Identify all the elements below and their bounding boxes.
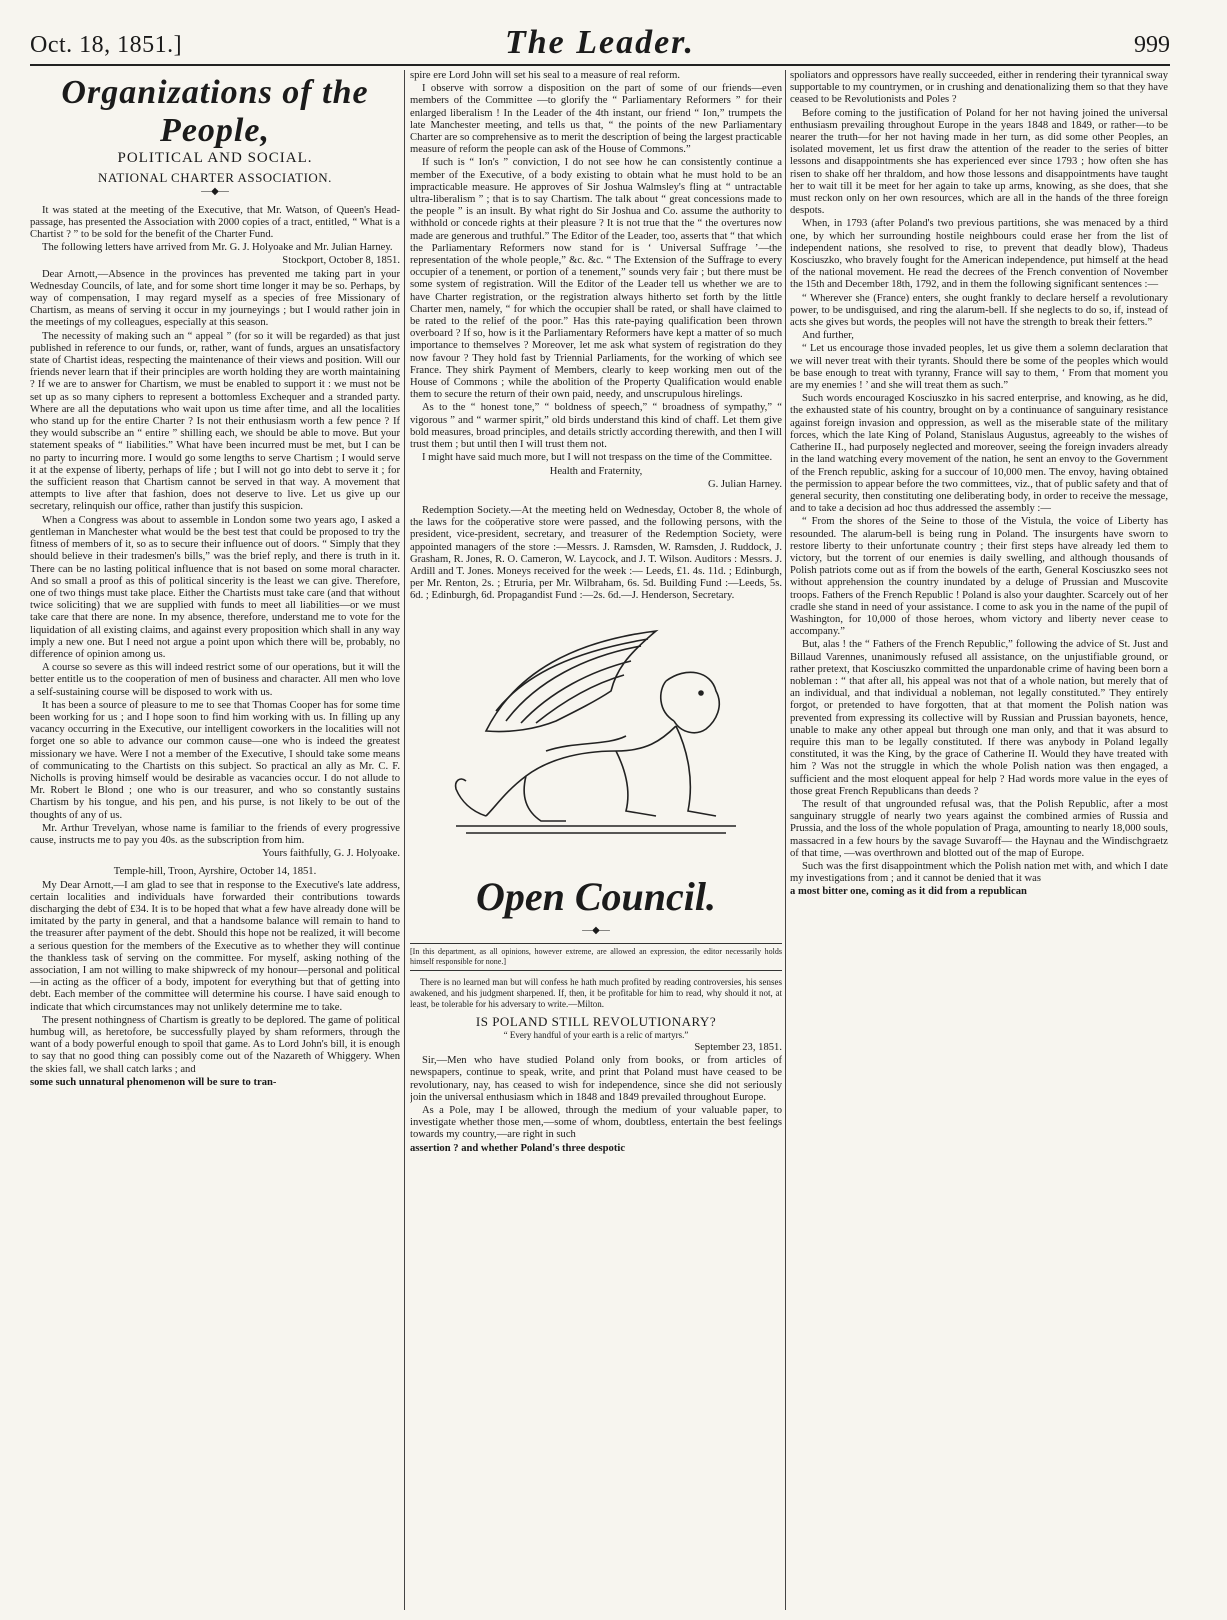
paragraph: spire ere Lord John will set his seal to a measure of real reform. [410,70,681,81]
paragraph: I might have said much more, but I will not trespass on the time of the Committee. [422,452,773,464]
column-1 [30,70,400,1610]
paragraph: A course so severe as this will indeed restrict some of our operations, but it will the better entitle us to the cooperation of men of business and character. All men who love a self-sustaining course will be disposed to work with us. [30,662,400,698]
section-title: Open Council. [475,873,717,919]
column-divider [404,70,405,1610]
article-heading: IS POLAND STILL REVOLUTIONARY? [475,1013,717,1029]
paragraph: Before coming to the justification of Poland for her not having joined the universal enthusiasm prevailing throughout Europe in the years 1848 and 1849, or rather—to be nearer the truth—for her not having made in her turn, as did some other Peoples, an isolated movement, let us first draw the attention of the reader to the series of bitter lessons and disappointments she has experienced ever since 1793 ; how often she has risen to shake off her thraldom, and how those lessons and disappointments have taught her to wait till it be meet for her again to take up arms, knowing, as she does, that she must reckon only on her own resources, which are all in the hands of the three foreign despots. [790,107,1168,217]
column-3 [790,70,1168,1610]
page-header [30,18,1170,62]
section-title: Organizations of the People, [61,74,369,149]
issue-date: Oct. 18, 1851.] [30,32,183,58]
signature: Yours faithfully, G. J. Holyoake. [262,848,400,860]
header-rule [30,64,1170,66]
paragraph-continuation: assertion ? and whether Poland's three despotic [410,1142,626,1154]
paragraph: I observe with sorrow a disposition on the part of some of our friends—even members of the Committee —to glorify the “ Parliamentary Reformers ” for their enlarged liberalism ! In the Leader of the 4th instant, our friend “ Ion,” trumpets the late Manchester meeting, and tells us that, “ the points of the new Parliamentary Charter are so comprehensive as to merit the description of being the largest practicable measure of reform the people can ask of the House of Commons.” [410,83,782,156]
paragraph: spoliators and oppressors have really succeeded, either in rendering their tyrannical sway supportable to my countrymen, or in crushing and denationalizing them so that they have ceased to be Revolutionists and Poles ? [790,70,1168,106]
quotation: “ Let us encourage those invaded peoples, let us give them a solemn declaration that we will never treat with their tyrants. Should there be some of the peoples which would be base enough to treat with tyranny, France will say to them, ‘ From that moment you are my enemies ! ’ and she will treat them as such.” [790,343,1168,392]
ornament-divider: —◆— [582,924,610,936]
section-subtitle: POLITICAL AND SOCIAL. [117,150,313,166]
paragraph: The necessity of making such an “ appeal ” (for so it will be regarded) as that just published in reference to our funds, or, rather, want of funds, argues an unsatisfactory state of Chartist ideas, respecting the maintenance of their views and position. Will our friends never learn that if their principles are worth holding they are worth maintaining ? If we are to answer for Chartism, we must be enabled to support it : we must not be set up as so many ciphers to represent a bottomless Exchequer and a stranded party. Where are all the deputations who wait upon us time after time, and all the localities who stand up for the entire Charter ? Is not their enthusiasm worth a few pence ? If they would subscribe an “ entire ” shilling each, we should be able to move. But your statement speaks of “ liabilities.” What have been incurred must be met, but I can be no party to incurring more. I would go some lengths to serve Chartism ; I would serve it at the expense of liberty, perhaps of life ; but I will not go into debt to serve it ; for the sufficient reason that Chartism cannot be served in that way. A movement that attempts to live after that fashion, does not deserve to live. Let us give up our secretary, relinquish our office, rather than justify this suspicion. [30,330,400,513]
paragraph: Sir,—Men who have studied Poland only from books, or from articles of newspapers, continue to speak, write, and print that Poland must have ceased to be revolutionary, nay, has ceased to wish for independence, since she did not seriously join the universal enthusiasm which in 1848 and 1849 prevailed throughout Europe. [410,1055,782,1103]
dateline: Temple-hill, Troon, Ayrshire, October 14, 1851. [113,866,317,878]
paragraph: Redemption Society.—At the meeting held on Wednesday, October 8, the whole of the laws for the coöperative store were passed, and the following persons, with the president, vice-president, secretary, and treasurer of the Redemption Society, were appointed managers of the store :—Messrs. J. Ramsden, W. Ramsden, J. Ruddock, J. Grasham, R. Jones, R. O. Cameron, W. Laycock, and J. T. Wilson. Auditors : Messrs. J. Ardill and T. Jones. Moneys received for the week :— Leeds, £1. 4s. 11d. ; Edinburgh, per Mr. Renton, 2s. ; Etruria, per Mr. Wilbraham, 6s. 5d. Building Fund :—Leeds, 5s. 6d. ; Edinburgh, 6d. Propagandist Fund :—2s. 6d.—J. Henderson, Secretary. [410,504,782,602]
paragraph: The present nothingness of Chartism is greatly to be deplored. The game of political humbug will, as heretofore, be successfully played by sham reformers, through the want of a body powerful enough to spoil that game. As to Lord John's bill, it is enough to say that no good thing can possibly come out of the Nazareth of Whiggery. When the skies fall, we shall catch larks ; and [30,1014,400,1075]
paragraph: Such words encouraged Kosciuszko in his sacred enterprise, and knowing, as he did, the exhausted state of his country, brought on by a continuance of sanguinary resistance against foreign invasion and oppression, as well as the miserable state of the military forces, which the late King of Poland, Stanislaus Augustus, agreeably to the wishes of Catherine II., had purposely neglected and moreover, seeing the foreign invaders already in the land watching every movement of the nation, he sent an envoy to the Government of the French republic, asking for a succour of 10,000 men. The envoy, having obtained the permission to appear before the two committees, viz., that of public safety and that of general security, then constituting one deliberating body, in order to receive the message, and to take a decision ad hoc thus addressed the assembly :— [790,393,1168,515]
paragraph: It was stated at the meeting of the Executive, that Mr. Watson, of Queen's Head-passage, has presented the Association with 2000 copies of a tract, entitled, “ What is a Chartist ? ” to be sold for the benefit of the Charter Fund. [30,204,400,241]
masthead-title: The Leader. [504,24,696,61]
paragraph: As to the “ honest tone,” “ boldness of speech,” “ broadness of sympathy,” “ vigorous ” and “ warmer spirit,” old birds understand this kind of chaff. Let them give bold measures, broad principles, and details strictly according therewith, and then I will trust them ; but until then I will trust them not. [410,402,782,451]
dateline: Stockport, October 8, 1851. [282,255,400,267]
column-divider [785,70,786,1610]
quotation: “ Wherever she (France) enters, she ought frankly to declare herself a revolutionary power, to be undisguised, and ring the alarum-bell. If she neglects to do so, if, instead of acts she gives but words, the peoples will not have the strength to break their fetters.” [790,292,1168,329]
paragraph: My Dear Arnott,—I am glad to see that in response to the Executive's late address, certain localities and individuals have forwarded their contributions towards discharging the debt of £34. It is to be hoped that what a few have already done will be imitated by the party in general, and that a handsome balance will remain to hand to the treasurer after payment of the debt. Should this hope not be realized, it will become a serious question for the members of the Executive as to whether they will continue the thankless task of serving on the committee. For myself, asking nothing of the association, I am not willing to make shipwreck of my honour—personal and political—in acting as the officer of a body, impotent for everything but that of getting into debt. Each member of the committee will determine his course. I have said enough to indicate that which circumstances may not unlikely determine me to take. [30,879,400,1013]
quotation: “ From the shores of the Seine to those of the Vistula, the voice of Liberty has resounded. The alarum-bell is being rung in Poland. The insurgents have sworn to restore liberty to their unfortunate country ; their first steps have already led them to victory, but the torrent of our enemies is daily swelling, and although thousands of Polish patriots come out as if from the bowels of the earth, General Kosciuszko sees not without apprehension the country inundated by a deluge of Prussian and Muscovite troops. Fathers of the French Republic ! Poland is also your daughter. Scarcely out of her cradle she stand in need of your assistance. I come to ask you in the name of the pupil of Washington, for 10,000 of those heroes, whom victory and liberty never cease to accompany.” [790,516,1168,638]
paragraph: The result of that ungrounded refusal was, that the Polish Republic, after a most sanguinary struggle of nearly two years against the combined armies of Russia and Prussia, and the loss of the whole population of Praga, amounting to nearly 18,000 souls, massacred in a few hours by the savage Suvaroff— the Haynau and the Windischgraetz of that time, —was overthrown and blotted out of the map of Europe. [790,798,1168,859]
paragraph: And further, [802,330,854,342]
paragraph: When a Congress was about to assemble in London some two years ago, I asked a gentleman in Manchester what would be the best test that could be proposed to try the fitness of members of it, so as to secure their influence out of doors. “ Simply that they should believe in their tradesmen's bills,” was the brief reply, and there is truth in it. There can be no lasting political influence that is not based on some moral character. And so small a proof as this of political sincerity is the least we can give. Therefore, one of two things must take place. Either the Chartists must take care (and that without twice soliciting) that we are supplied with funds to meet all liabilities—or we must take care that there are none. In my absence, therefore, understand me to vote for the liquidation of all existing claims, and against every proposition which shall in any way imply a new one. But I need not argue a point upon which there will be, probably, no difference of opinion among us. [30,514,400,660]
closing: Health and Fraternity, [549,465,643,477]
paragraph: The following letters have arrived from Mr. G. J. Holyoake and Mr. Julian Harney. [42,242,393,254]
paragraph: Mr. Arthur Trevelyan, whose name is familiar to the friends of every progressive cause, instructs me to pay you 40s. as the subscription from him. [30,822,400,846]
paragraph: Dear Arnott,—Absence in the provinces has prevented me taking part in your Wednesday Councils, of late, and for some short time longer it may be so. Perhaps, by way of compensation, I may regard myself as a species of free Missionary of Chartism, as means of serving it occur in my journeyings ; but I would rather join in the meetings of my colleagues, especially at this season. [30,268,400,329]
page-number: 999 [1134,32,1170,58]
epigraph: “ Every handful of your earth is a relic of martyrs.” [503,1029,689,1040]
article-heading: NATIONAL CHARTER ASSOCIATION. [98,170,332,186]
column-2 [410,70,782,1610]
paragraph: Such was the first disappointment which the Polish nation met with, and which I date my investigations from ; and it cannot be denied that it was [790,861,1168,885]
dateline: September 23, 1851. [694,1041,782,1053]
winged-lion-illustration [426,611,766,871]
paragraph-continuation: a most bitter one, coming as it did from a republican [790,886,1027,898]
paragraph: As a Pole, may I be allowed, through the medium of your valuable paper, to investigate whether those men,—some of whom, doubtless, entertain the best feelings towards my country,—are right in such [410,1104,782,1141]
epigraph: There is no learned man but will confess he hath much profited by reading controversies, his senses awakened, and his judgment sharpened. If, then, it be profitable for him to read, why should it not, at least, be tolerable for his adversary to write.—Milton. [410,976,782,1009]
paragraph: It has been a source of pleasure to me to see that Thomas Cooper has for some time been working for us ; and I hope soon to find him working with us. In filling up any vacancy occurring in the Executive, our intelligent coworkers in the localities will not forget one so able to advance our common cause—one who is indeed the greatest missionary we have. Were I not a member of the Executive, I should take some means of communicating to the Chartists on this subject. So practical an ally as Mr. C. F. Nicholls is proving himself would be desirable as vacancies occur. I do not allude to Mr. Robert le Blond ; one who is our treasurer, and who so constantly sustains Chartism by his tongue, and his pen, and his purse, is not likely to be out of the thoughts of any of us. [30,699,400,821]
ornament-divider: —◆— [201,186,229,198]
paragraph: If such is “ Ion's ” conviction, I do not see how he can consistently continue a member of the Executive, of a body existing to obtain what he must hold to be an impracticable measure. He approves of Sir Joshua Walmsley's fling at “ untractable ultra-liberalism ” ; that is to say Chartism. The talk about “ great concessions made to the people ” is an insult. By what right do Sir Joshua and Co. assume the authority to withhold or concede rights at their pleasure ? It is not true that the “ the overtures now made are generous and truthful.” The Editor of the Leader, too, asserts that “ that which the Parliamentary Reformers now stand for is ‘ Universal Suffrage ’—the representation of the whole people,” &c. &c. “ The Extension of the Suffrage to every occupier of a tenement, or portion of a tenement,” sounds very fair ; but there must be some system of registration. Will the Editor of the Leader tell us whether we are to have Charter registration, or the registration always hitherto set forth by the little Charter men, namely, “ for which the occupier shall be rated, or shall have claimed to be rated to the relief of the poor.” Has this rate-paying qualification been thrown overboard ? If so, how is it the Parliamentary Reformers have kept a matter of so much importance to themselves ? Moreover, let me ask what system of registration do they now favour ? They hold fast by Triennial Parliaments, for the working of which see France. They shirk Payment of Members, clearly to keep working men out of the House of Commons ; while the abolition of the Property Qualification would enable them to secure the return of their own paid, needy, and unscrupulous hirelings. [410,157,782,401]
signature: G. Julian Harney. [707,478,782,490]
editor-notice: [In this department, as all opinions, however extreme, are allowed an expression, the editor necessarily holds himself responsible for none.] [410,943,782,971]
paragraph-continuation: some such unnatural phenomenon will be sure to tran- [30,1076,277,1088]
paragraph: When, in 1793 (after Poland's two previous partitions, she was menaced by a third one, by which her surrounding hostile neighbours could erase her from the list of independent nations, she resolved to rise, to prevent that deadly blow), Thadeus Kosciuszko, who bravely fought for the American independence, put himself at the head of the national movement. He read the decrees of the French convention of November the 15th and December 18th, 1792, and in them the following significant sentences :— [790,218,1168,291]
paragraph: But, alas ! the “ Fathers of the French Republic,” following the advice of St. Just and Billaud Varennes, unanimously refused all assistance, on the unjustifiable ground, or rather pretext, that Kosciuszko committed the unpardonable crime of having been born a nobleman : “ that after all, his appeal was not that of a whole nation, but merely that of an individual, and that individual a nobleman, not legally constituted.” They entirely forgot, or pretended to have forgotten, that at that moment the Polish nation was prevented from expressing its collective will by Russian and Prussian bayonets, hence, unable to make any other appeal but through one man only, and that it was absurd to require this man to be legally constituted. If there was anybody in Poland legally constituted, it was the King, by the grace of Catherine II. Would they have treated with him ? Was not the struggle in which the whole Polish nation was then engaged, a sufficient and the most eloquent appeal for help ? Had words more value in the eyes of those great French Republicans than deeds ? [790,639,1168,797]
